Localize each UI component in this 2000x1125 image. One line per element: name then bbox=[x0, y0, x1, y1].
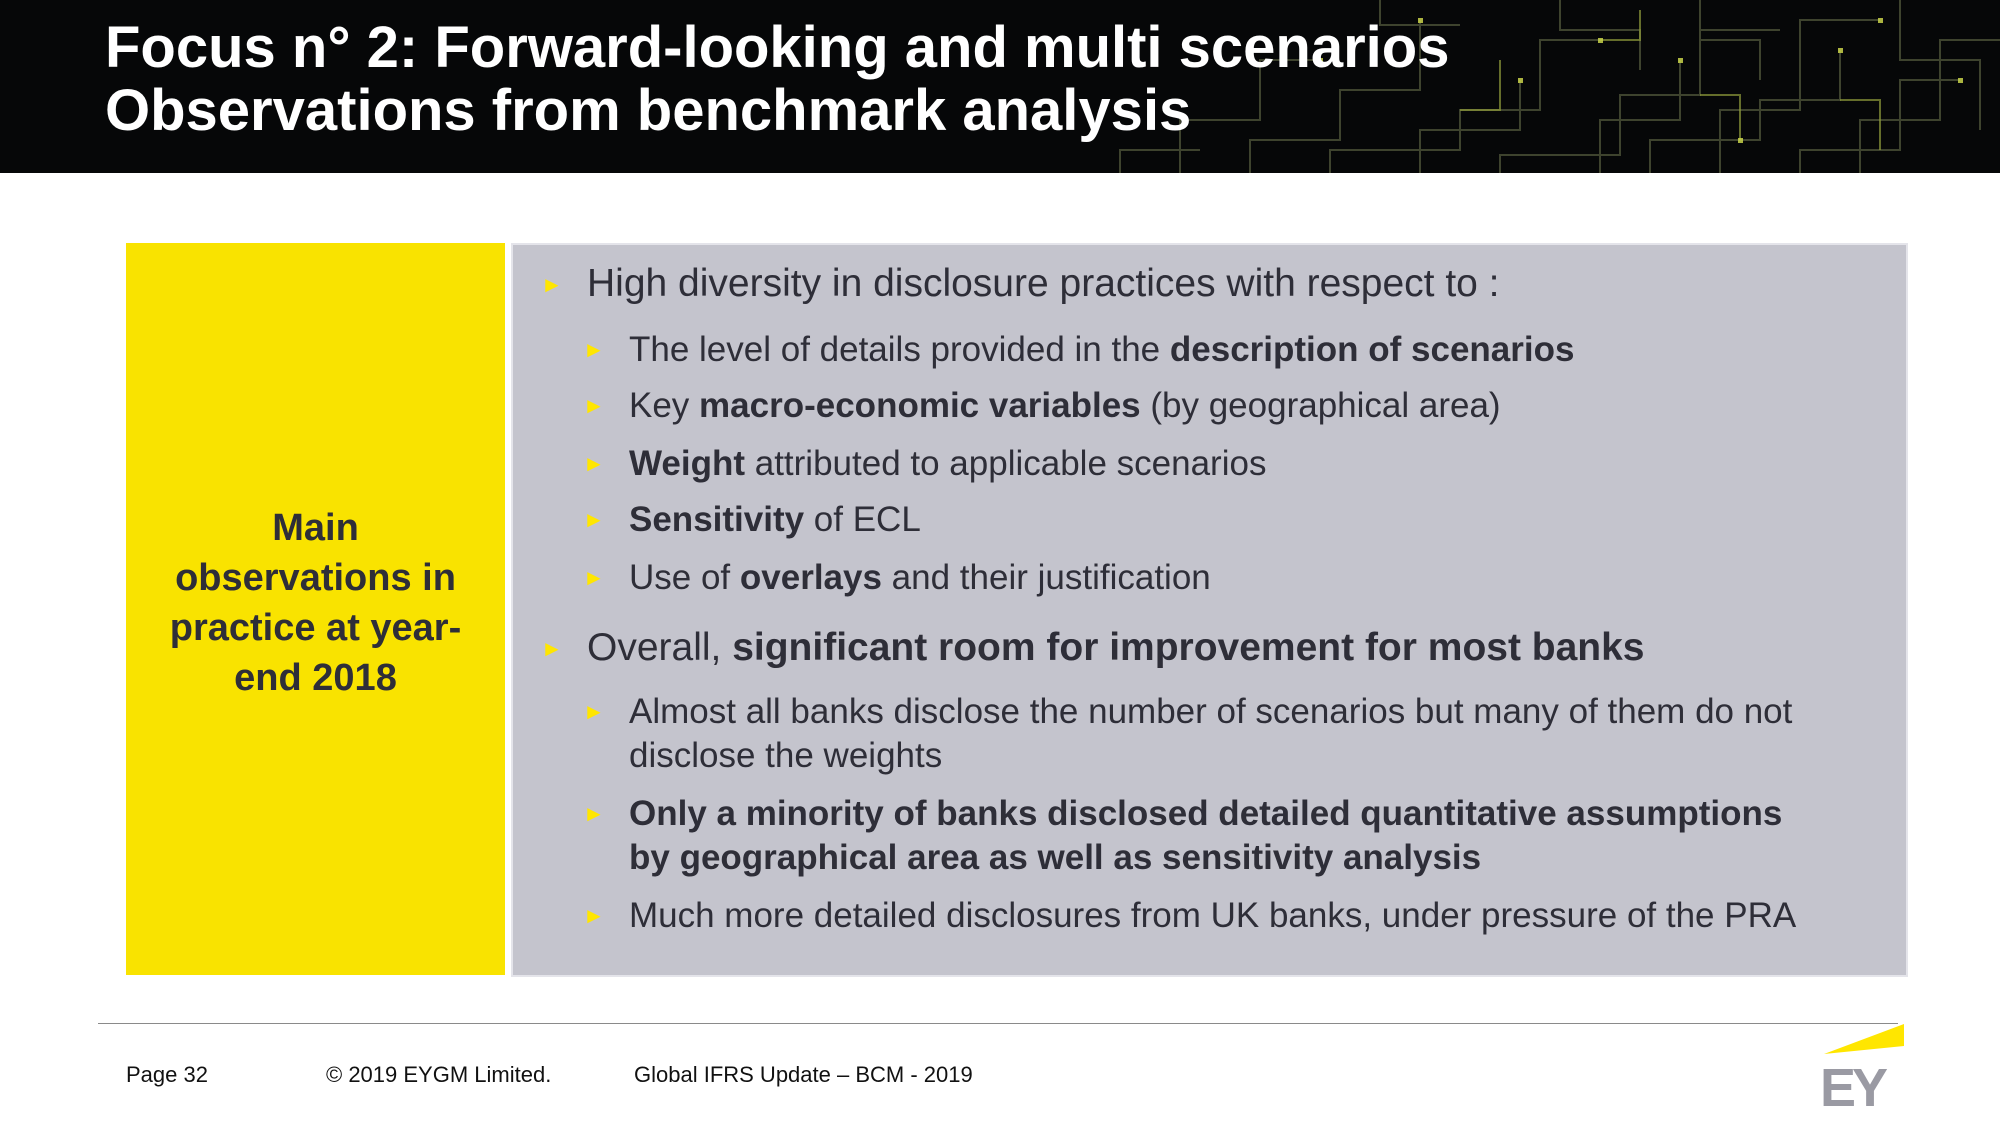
bullet-text: Overall, bbox=[587, 626, 733, 669]
bullet-number-of-scenarios bbox=[583, 690, 1793, 778]
bullet-macro-economic-variables bbox=[583, 384, 1501, 428]
bullet-arrow-icon: ► bbox=[583, 565, 605, 590]
bullet-sensitivity bbox=[583, 498, 921, 542]
footer-divider bbox=[98, 1023, 1898, 1024]
bullet-bold-text: overlays bbox=[739, 558, 882, 597]
bullet-arrow-icon: ► bbox=[583, 451, 605, 476]
bullet-weight bbox=[583, 442, 1267, 486]
bullet-arrow-icon: ► bbox=[541, 636, 563, 661]
bullet-arrow-icon: ► bbox=[583, 393, 605, 418]
page-title bbox=[105, 16, 1449, 142]
side-label-panel bbox=[126, 243, 505, 975]
title-banner bbox=[0, 0, 2000, 173]
bullet-text: Much more detailed disclosures from UK banks, under pressure of the PRA bbox=[629, 896, 1797, 935]
bullet-text: High diversity in disclosure practices with respect to : bbox=[587, 262, 1500, 305]
bullet-arrow-icon: ► bbox=[583, 903, 605, 928]
bullet-text-line-2: disclose the weights bbox=[629, 736, 943, 775]
bullet-arrow-icon: ► bbox=[541, 272, 563, 297]
bullet-description-of-scenarios bbox=[583, 328, 1575, 372]
bullet-arrow-icon: ► bbox=[583, 801, 605, 826]
observations-panel bbox=[511, 243, 1908, 977]
bullet-text: Use of bbox=[629, 558, 740, 597]
bullet-diversity bbox=[541, 262, 1500, 306]
page-number: Page 32 bbox=[126, 1062, 208, 1087]
side-label-text: Main observations in practice at year-end 2018 bbox=[169, 507, 462, 699]
title-line-2: Observations from benchmark analysis bbox=[105, 78, 1192, 143]
bullet-bold-line-1: Only a minority of banks disclosed detailed quantitative assumptions bbox=[629, 794, 1783, 833]
bullet-text-line-1: Almost all banks disclose the number of scenarios but many of them do not bbox=[629, 692, 1793, 731]
event-name: Global IFRS Update – BCM - 2019 bbox=[634, 1062, 973, 1087]
bullet-bold-text: significant room for improvement for most banks bbox=[732, 626, 1645, 669]
bullet-text: of ECL bbox=[804, 500, 921, 539]
bullet-text: attributed to applicable scenarios bbox=[745, 444, 1267, 483]
copyright-notice: © 2019 EYGM Limited. bbox=[326, 1062, 552, 1087]
ey-logo bbox=[1818, 1022, 1904, 1112]
bullet-text: (by geographical area) bbox=[1140, 386, 1501, 425]
bullet-text: and their justification bbox=[881, 558, 1211, 597]
bullet-arrow-icon: ► bbox=[583, 507, 605, 532]
bullet-bold-text: description of scenarios bbox=[1169, 330, 1575, 369]
bullet-arrow-icon: ► bbox=[583, 699, 605, 724]
bullet-bold-text: Weight bbox=[629, 444, 746, 483]
bullet-bold-line-2: by geographical area as well as sensitivity analysis bbox=[629, 838, 1482, 877]
bullet-overlays bbox=[583, 556, 1211, 600]
bullet-bold-text: Sensitivity bbox=[629, 500, 805, 539]
title-line-1: Focus n° 2: Forward-looking and multi scenarios bbox=[105, 15, 1450, 80]
bullet-bold-text: macro-economic variables bbox=[699, 386, 1141, 425]
bullet-text: Key bbox=[629, 386, 700, 425]
bullet-minority-of-banks bbox=[583, 792, 1783, 880]
bullet-uk-banks bbox=[583, 894, 1797, 938]
bullet-overall bbox=[541, 626, 1645, 670]
bullet-text: The level of details provided in the bbox=[629, 330, 1170, 369]
bullet-arrow-icon: ► bbox=[583, 337, 605, 362]
ey-logo-text: EY bbox=[1820, 1058, 1885, 1112]
